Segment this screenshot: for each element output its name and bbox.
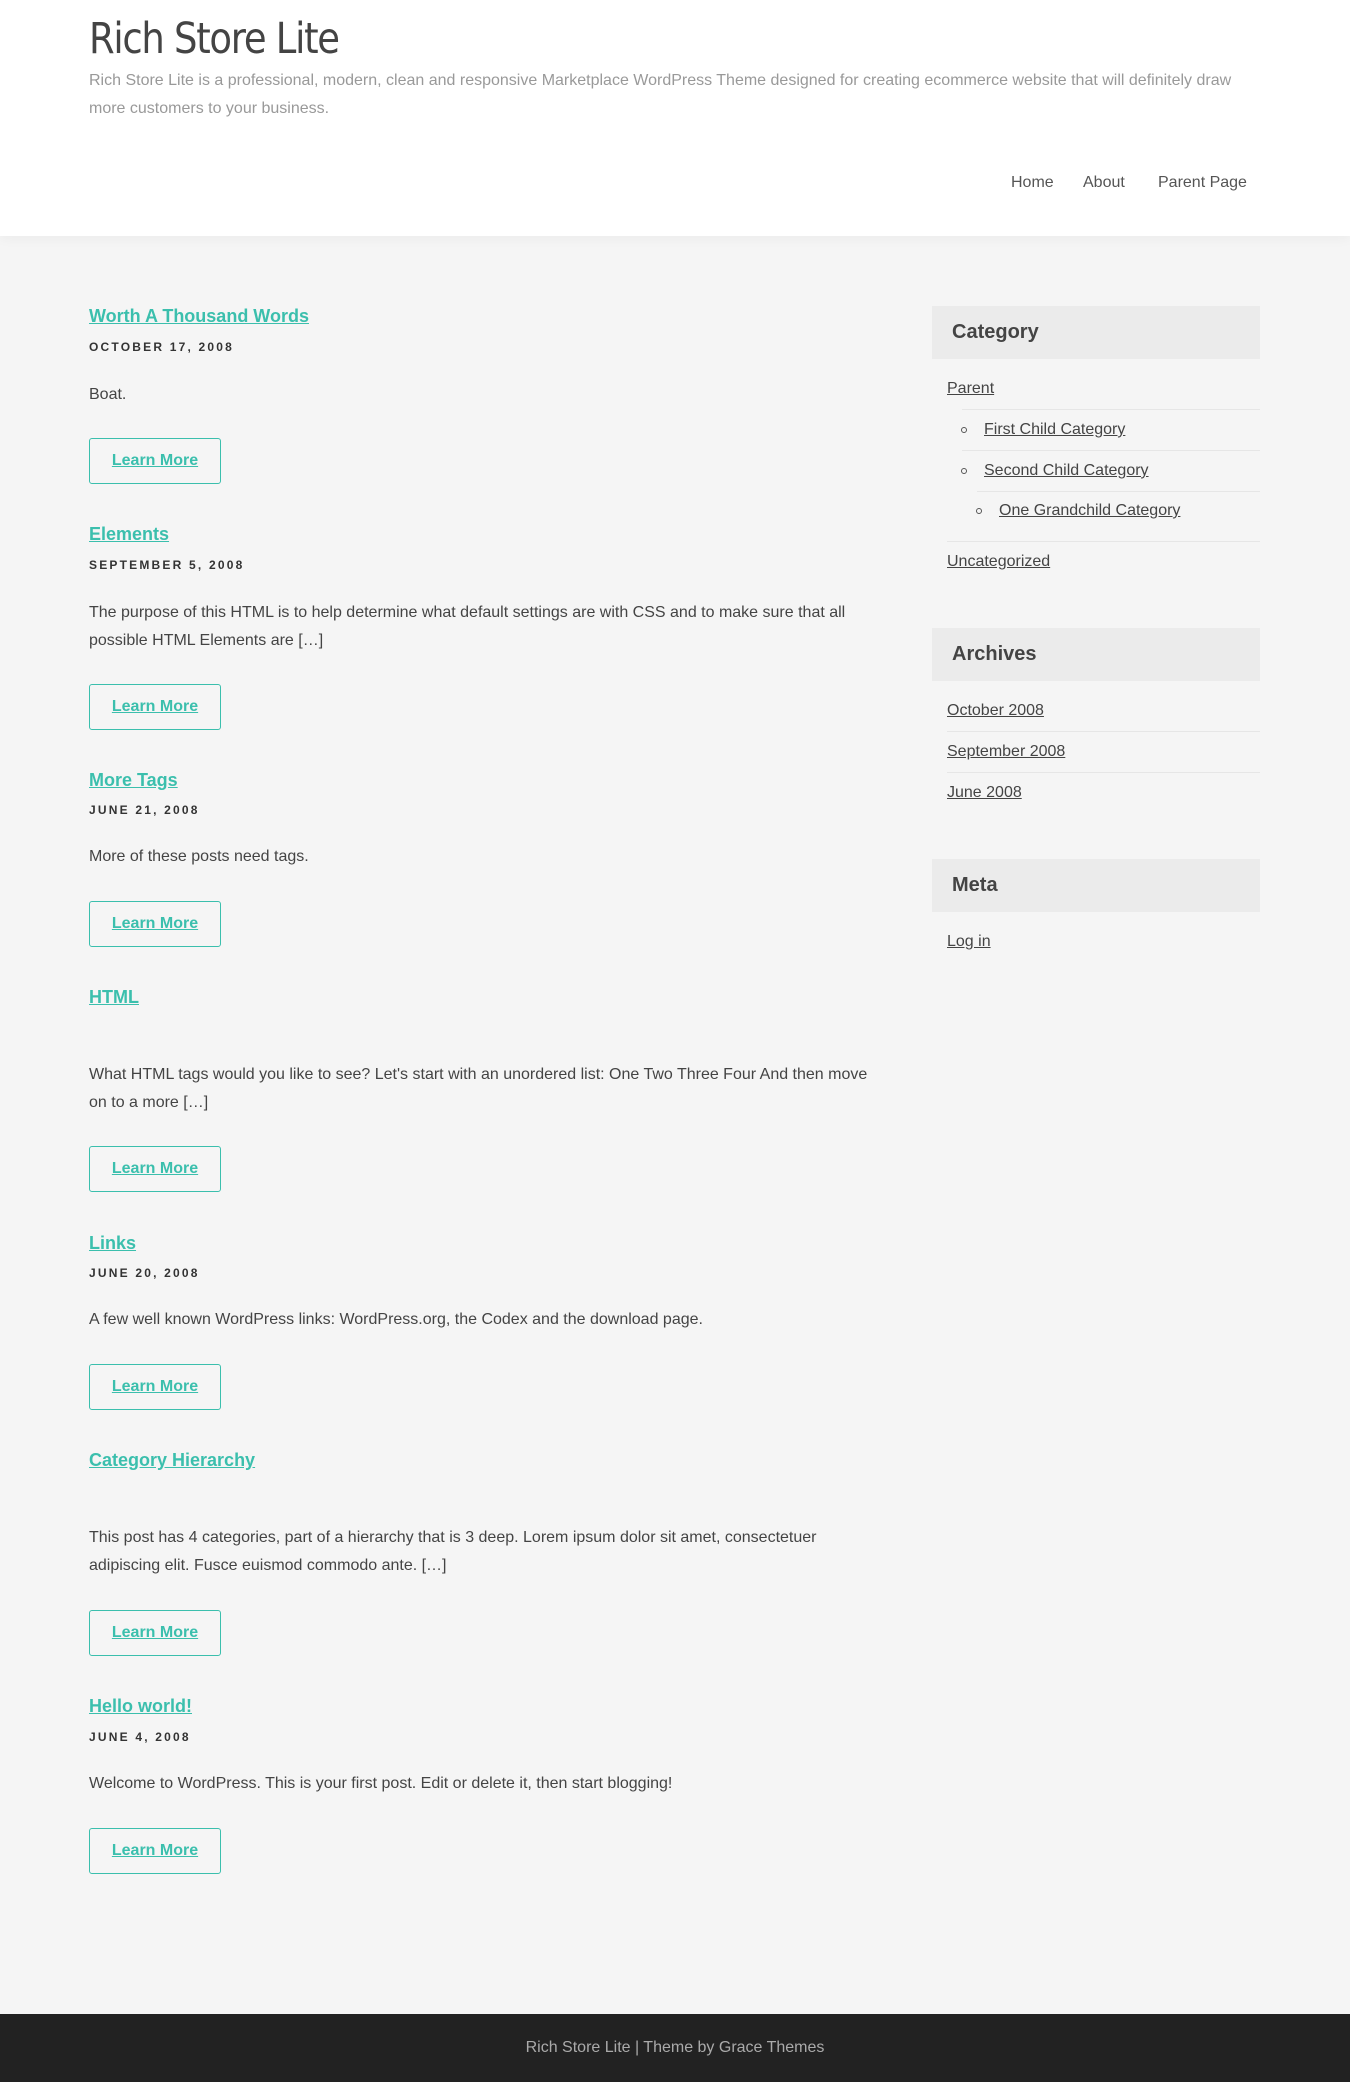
divider: [962, 450, 1260, 451]
meta-item-login[interactable]: Log in: [947, 933, 991, 950]
site-title[interactable]: Rich Store Lite: [89, 14, 339, 64]
learn-more-button[interactable]: Learn More: [89, 684, 221, 730]
footer-credit[interactable]: Rich Store Lite | Theme by Grace Themes: [525, 2039, 825, 2056]
widget-title-archives: Archives: [932, 628, 1260, 681]
post-title[interactable]: Worth A Thousand Words: [89, 306, 309, 326]
category-item-grandchild[interactable]: One Grandchild Category: [999, 502, 1181, 519]
nav-item-home[interactable]: Home: [1011, 174, 1054, 191]
post-date: OCTOBER 17, 2008: [89, 340, 235, 354]
divider: [977, 491, 1260, 492]
post-excerpt: The purpose of this HTML is to help determine what default settings are with CSS and to make sure that all possible HTML Elements are […]: [89, 604, 846, 649]
bullet-icon: [961, 468, 967, 474]
post-excerpt: What HTML tags would you like to see? Let's start with an unordered list: One Two Three Four And then move on to a more […]: [89, 1066, 868, 1111]
archive-item-june-2008[interactable]: June 2008: [947, 784, 1022, 801]
divider: [947, 772, 1260, 773]
site-footer: [0, 2014, 1350, 2082]
divider: [947, 731, 1260, 732]
category-item-parent[interactable]: Parent: [947, 380, 995, 397]
archive-item-october-2008[interactable]: October 2008: [947, 702, 1044, 719]
post-title[interactable]: Category Hierarchy: [89, 1450, 256, 1470]
meta-widget: [932, 859, 1260, 950]
divider: [962, 409, 1260, 410]
post-excerpt: This post has 4 categories, part of a hierarchy that is 3 deep. Lorem ipsum dolor sit amet, consectetuer adipiscing elit. Fusce euismod commodo ante. […]: [89, 1529, 817, 1574]
archives-widget: [932, 628, 1260, 801]
post-excerpt: More of these posts need tags.: [89, 848, 309, 865]
widget-title-meta: Meta: [932, 859, 1260, 912]
post-title[interactable]: Elements: [89, 524, 170, 544]
learn-more-button[interactable]: Learn More: [89, 1828, 221, 1874]
post-title[interactable]: HTML: [89, 987, 139, 1007]
post-title[interactable]: Hello world!: [89, 1696, 192, 1716]
site-description: Rich Store Lite is a professional, modern, clean and responsive Marketplace WordPress Theme designed for creating ecommerce website that will definitely draw more customers to your business.: [89, 72, 1232, 117]
category-item-first-child[interactable]: First Child Category: [984, 421, 1126, 438]
post-excerpt: Welcome to WordPress. This is your first post. Edit or delete it, then start blogging!: [89, 1775, 673, 1792]
archive-item-september-2008[interactable]: September 2008: [947, 743, 1066, 760]
site-header: [0, 0, 1350, 236]
post-date: JUNE 21, 2008: [89, 803, 200, 817]
category-item-uncategorized[interactable]: Uncategorized: [947, 553, 1051, 570]
post-date: JUNE 20, 2008: [89, 1266, 200, 1280]
post-excerpt: Boat.: [89, 386, 127, 403]
learn-more-button[interactable]: Learn More: [89, 1146, 221, 1192]
post-title[interactable]: More Tags: [89, 770, 178, 790]
post-date: JUNE 4, 2008: [89, 1730, 191, 1744]
post-date: SEPTEMBER 5, 2008: [89, 558, 245, 572]
divider: [947, 541, 1260, 542]
widget-title-category: Category: [932, 306, 1260, 359]
nav-item-about[interactable]: About: [1083, 174, 1125, 191]
learn-more-button[interactable]: Learn More: [89, 438, 221, 484]
category-widget: [932, 306, 1260, 570]
bullet-icon: [976, 508, 982, 514]
post-title[interactable]: Links: [89, 1233, 137, 1253]
nav-item-parent-page[interactable]: Parent Page: [1158, 174, 1247, 191]
learn-more-button[interactable]: Learn More: [89, 1364, 221, 1410]
learn-more-button[interactable]: Learn More: [89, 901, 221, 947]
bullet-icon: [961, 427, 967, 433]
main-nav: [0, 174, 1350, 198]
category-item-second-child[interactable]: Second Child Category: [984, 462, 1149, 479]
learn-more-button[interactable]: Learn More: [89, 1610, 221, 1656]
post-excerpt: A few well known WordPress links: WordPress.org, the Codex and the download page.: [89, 1311, 703, 1328]
